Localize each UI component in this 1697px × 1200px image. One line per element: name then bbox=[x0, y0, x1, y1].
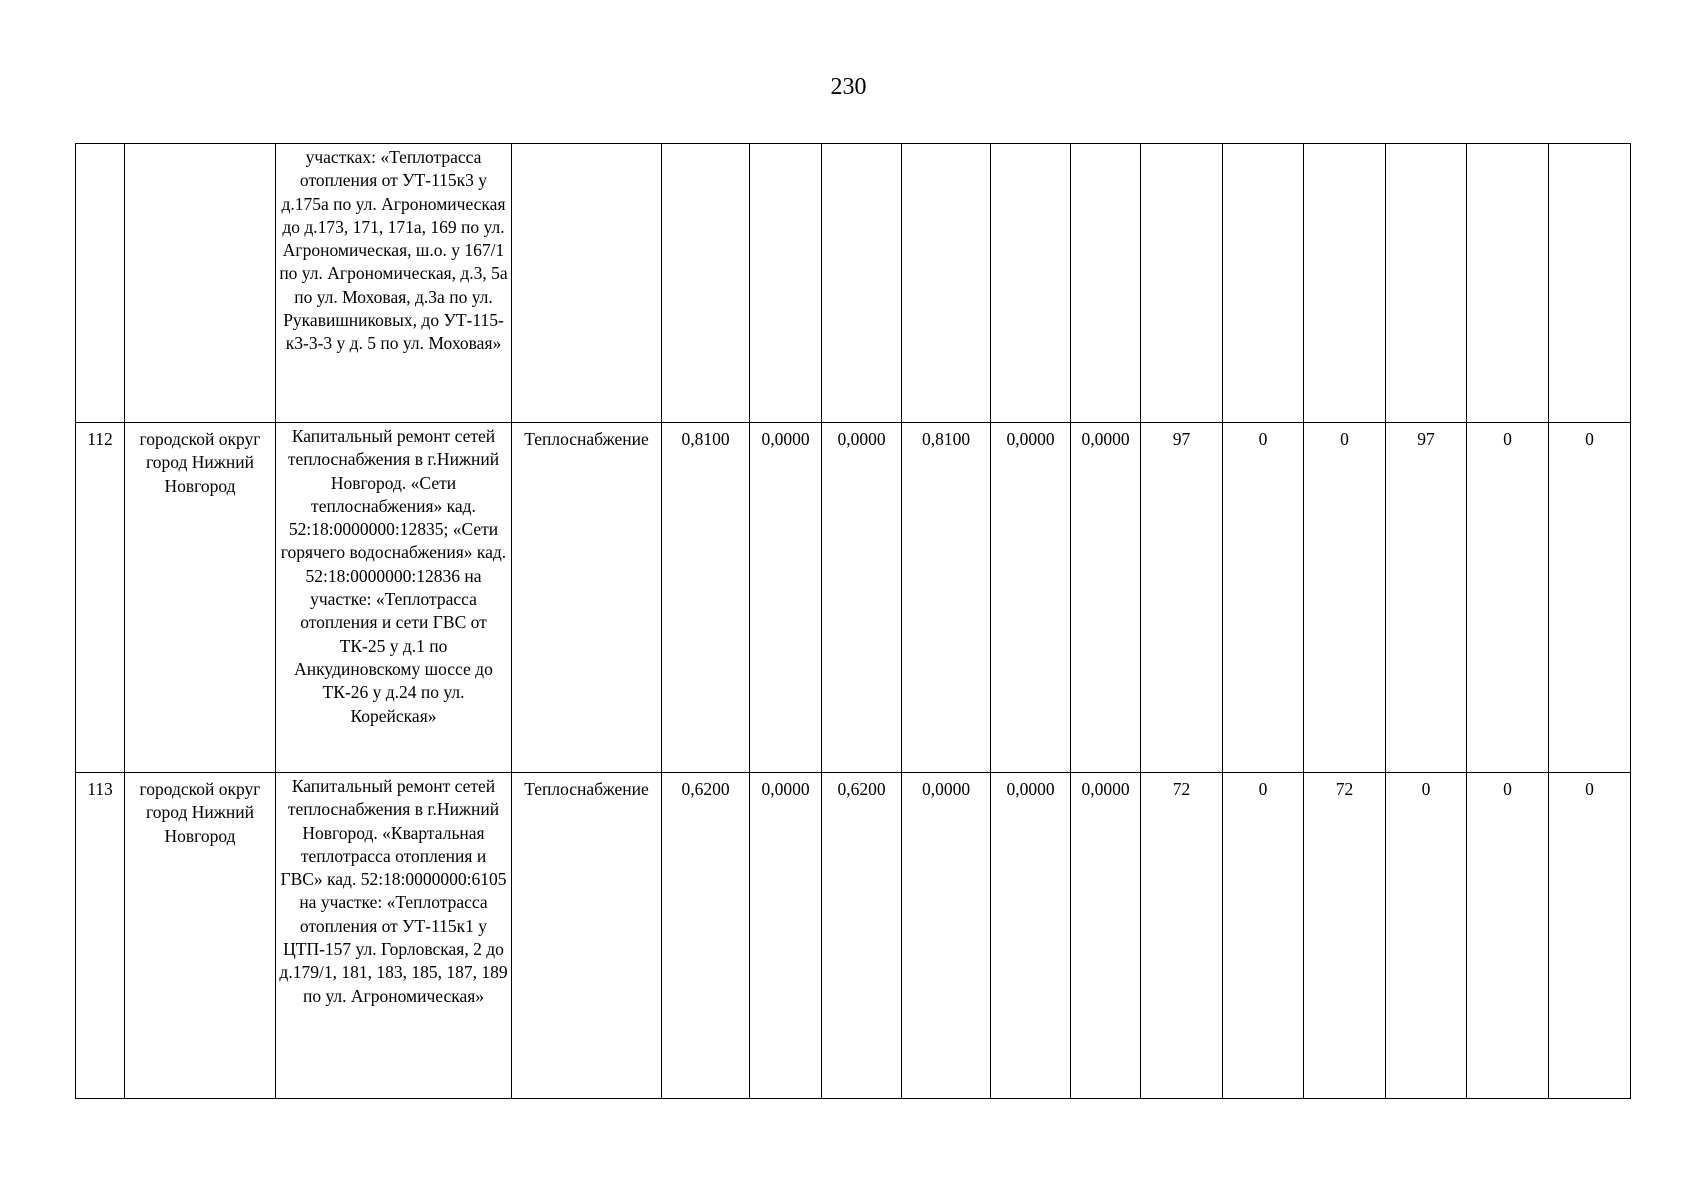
count-cell bbox=[1467, 144, 1549, 423]
table-row bbox=[76, 423, 1631, 773]
value-cell: 0,0000 bbox=[750, 773, 822, 1099]
type-cell: Теплоснабжение bbox=[512, 423, 662, 773]
type-cell bbox=[512, 144, 662, 423]
value-cell: 0,8100 bbox=[902, 423, 991, 773]
value-cell bbox=[822, 144, 902, 423]
count-cell: 72 bbox=[1304, 773, 1386, 1099]
count-cell bbox=[1386, 144, 1467, 423]
count-cell bbox=[1223, 144, 1304, 423]
count-cell: 97 bbox=[1141, 423, 1223, 773]
value-cell: 0,6200 bbox=[822, 773, 902, 1099]
value-cell: 0,8100 bbox=[662, 423, 750, 773]
value-cell: 0,0000 bbox=[991, 423, 1071, 773]
value-cell: 0,6200 bbox=[662, 773, 750, 1099]
count-cell: 0 bbox=[1304, 423, 1386, 773]
row-number-cell: 113 bbox=[76, 773, 125, 1099]
count-cell: 0 bbox=[1467, 773, 1549, 1099]
page-number: 230 bbox=[830, 74, 867, 100]
value-cell bbox=[1071, 144, 1141, 423]
count-cell bbox=[1141, 144, 1223, 423]
value-cell: 0,0000 bbox=[750, 423, 822, 773]
table-row bbox=[76, 773, 1631, 1099]
count-cell: 72 bbox=[1141, 773, 1223, 1099]
count-cell: 0 bbox=[1223, 423, 1304, 773]
table-row bbox=[76, 144, 1631, 423]
count-cell bbox=[1304, 144, 1386, 423]
value-cell: 0,0000 bbox=[822, 423, 902, 773]
value-cell: 0,0000 bbox=[1071, 773, 1141, 1099]
row-number-cell: 112 bbox=[76, 423, 125, 773]
value-cell bbox=[662, 144, 750, 423]
count-cell: 0 bbox=[1467, 423, 1549, 773]
count-cell: 0 bbox=[1386, 773, 1467, 1099]
municipality-cell bbox=[125, 144, 276, 423]
type-cell: Теплоснабжение bbox=[512, 773, 662, 1099]
count-cell bbox=[1549, 144, 1631, 423]
municipality-cell: городской округ город Нижний Новгород bbox=[125, 423, 276, 773]
count-cell: 0 bbox=[1549, 423, 1631, 773]
description-cell: Капитальный ремонт сетей теплоснабжения в г.Нижний Новгород. «Квартальная теплотрасса отопления и ГВС» кад. 52:18:0000000:6105 на участке: «Теплотрасса отопления от УТ-115к1 у ЦТП-157 ул. Горловская, 2 до д.179/1, 181, 183, 185, 187, 189 по ул. Агрономическая» bbox=[276, 773, 512, 1099]
description-cell: Капитальный ремонт сетей теплоснабжения в г.Нижний Новгород. «Сети теплоснабжения» кад. 52:18:0000000:12835; «Сети горячего водоснабжения» кад. 52:18:0000000:12836 на участке: «Теплотрасса отопления и сети ГВС от ТК-25 у д.1 по Анкудиновскому шоссе до ТК-26 у д.24 по ул. Корейская» bbox=[276, 423, 512, 773]
data-table bbox=[75, 143, 1631, 1099]
value-cell: 0,0000 bbox=[991, 773, 1071, 1099]
description-cell: участках: «Теплотрасса отопления от УТ-115к3 у д.175а по ул. Агрономическая до д.173, 171, 171а, 169 по ул. Агрономическая, ш.о. у 167/1 по ул. Агрономическая, д.3, 5а по ул. Моховая, д.3а по ул. Рукавишниковых, до УТ-115-к3-3-3 у д. 5 по ул. Моховая» bbox=[276, 144, 512, 423]
count-cell: 97 bbox=[1386, 423, 1467, 773]
count-cell: 0 bbox=[1223, 773, 1304, 1099]
value-cell: 0,0000 bbox=[1071, 423, 1141, 773]
row-number-cell bbox=[76, 144, 125, 423]
value-cell: 0,0000 bbox=[902, 773, 991, 1099]
value-cell bbox=[991, 144, 1071, 423]
value-cell bbox=[750, 144, 822, 423]
value-cell bbox=[902, 144, 991, 423]
count-cell: 0 bbox=[1549, 773, 1631, 1099]
municipality-cell: городской округ город Нижний Новгород bbox=[125, 773, 276, 1099]
